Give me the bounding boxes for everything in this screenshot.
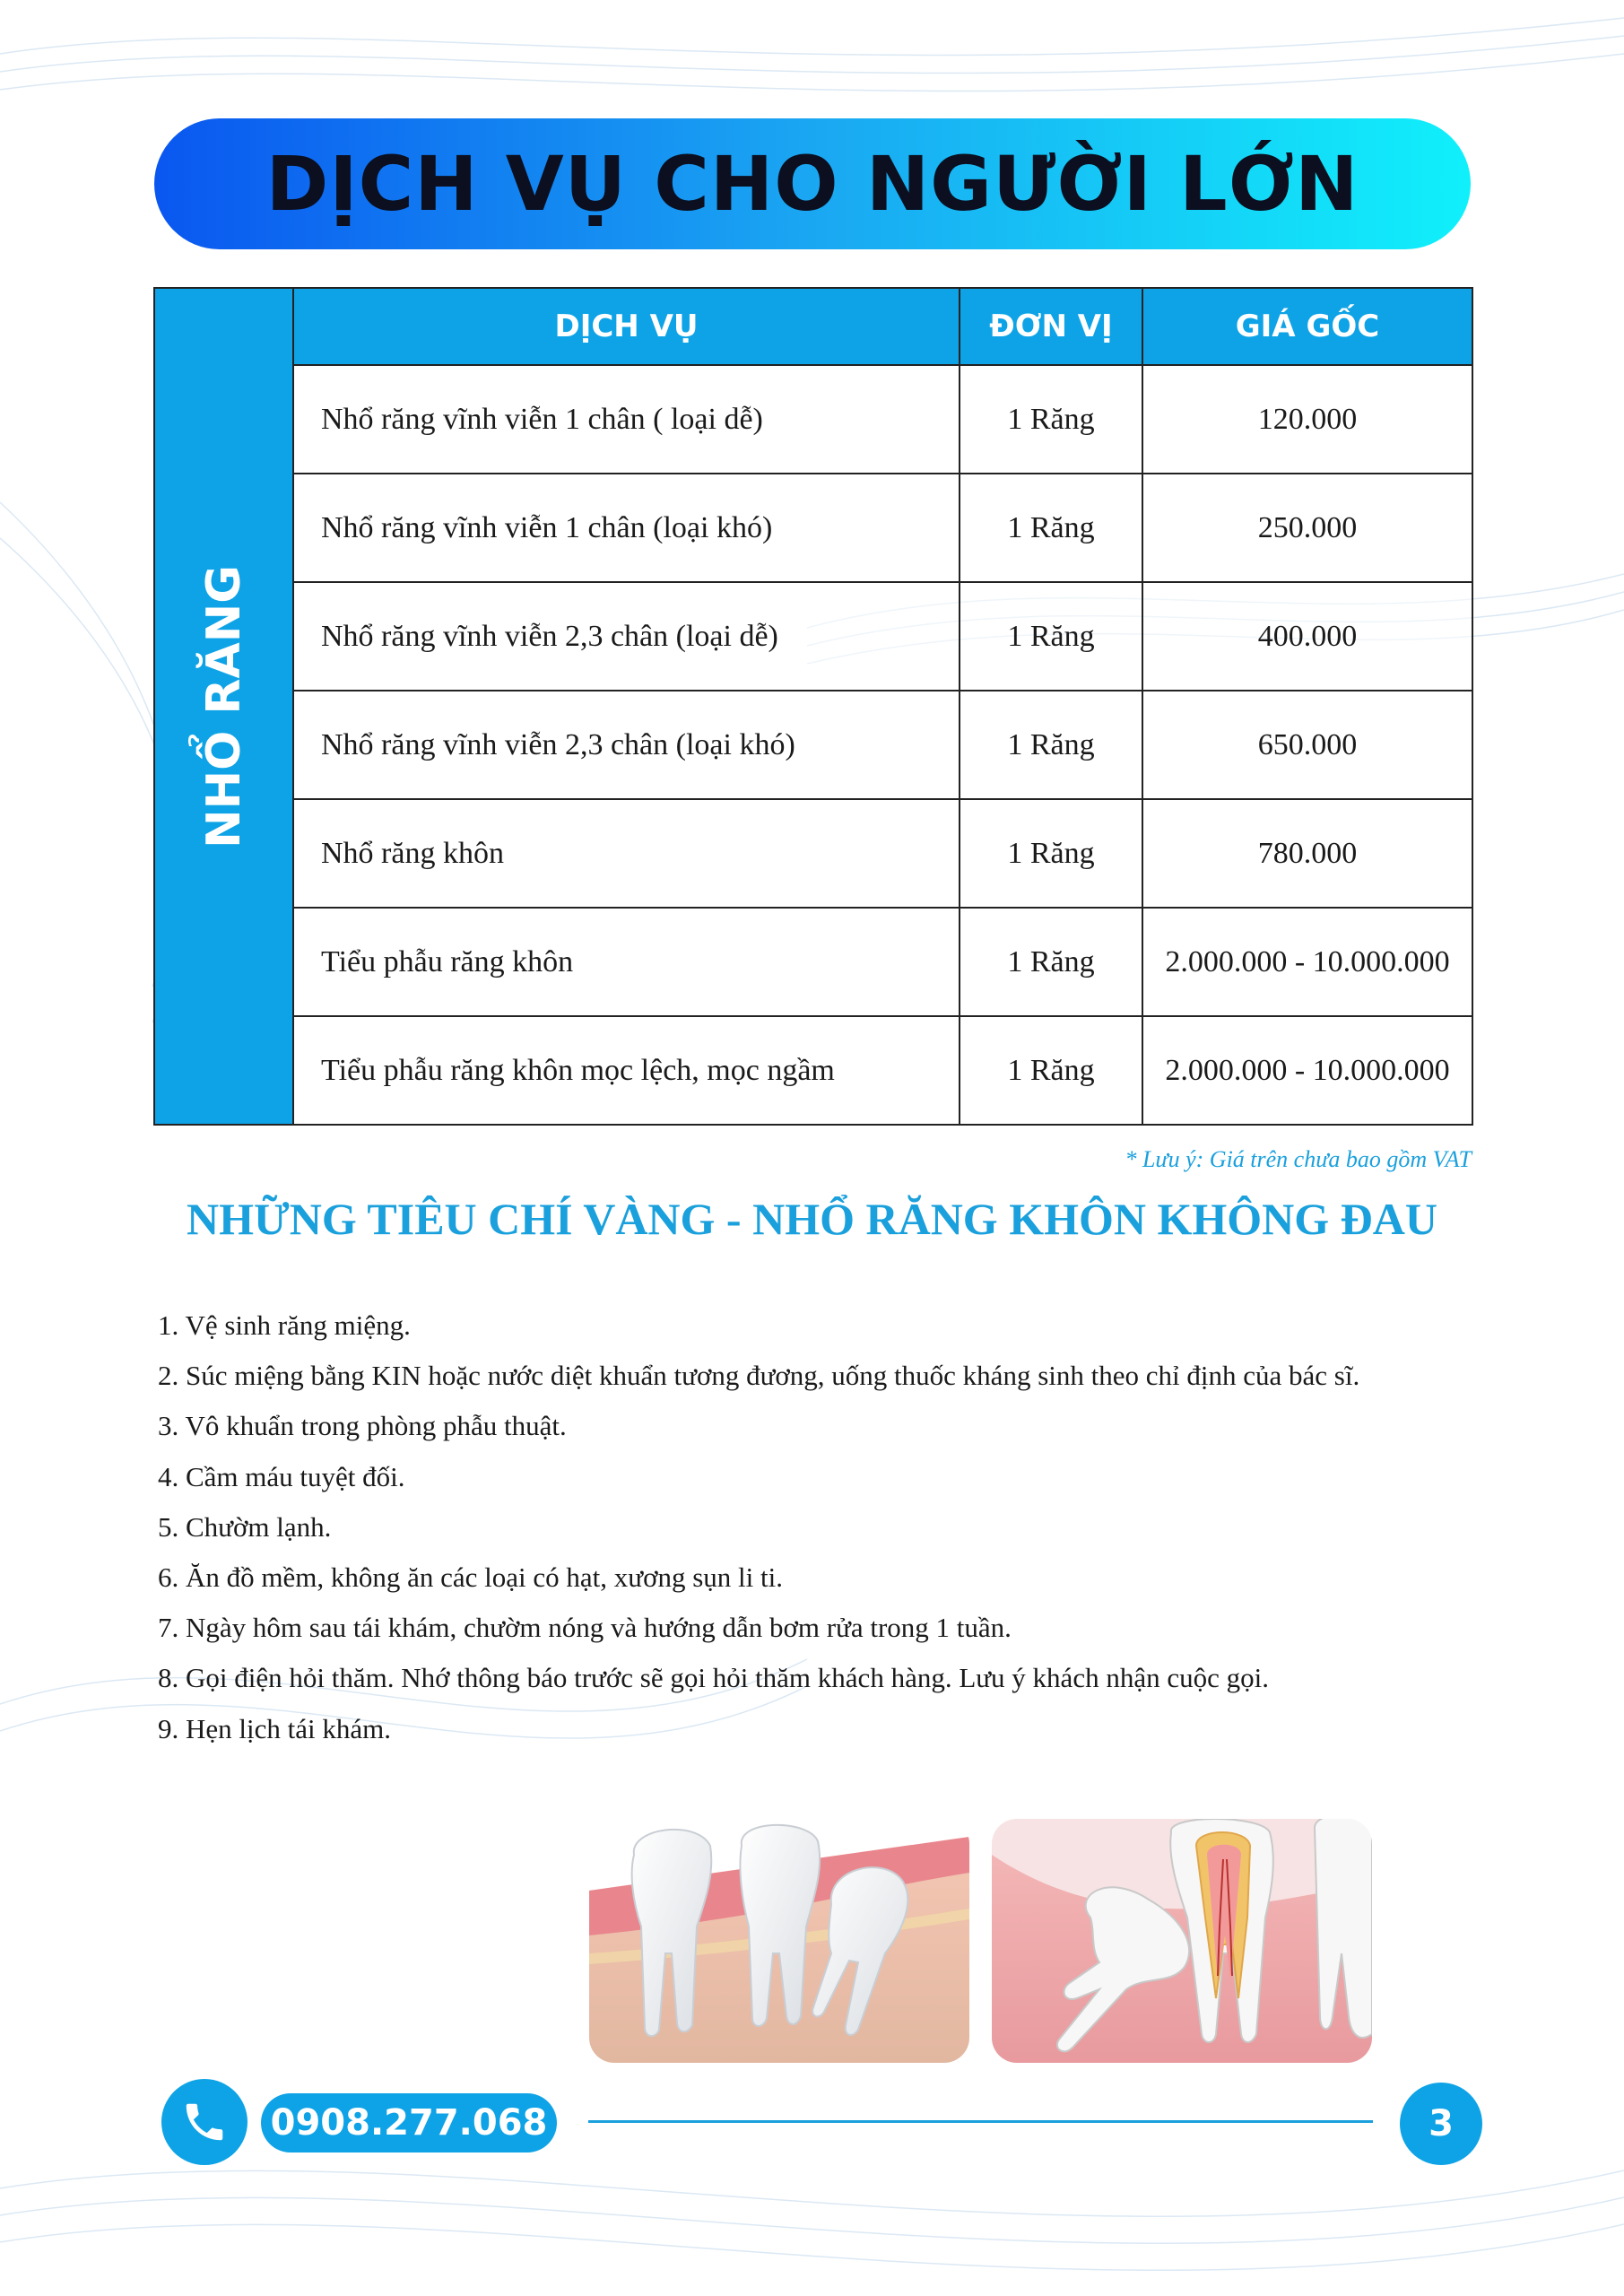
price-cell: 650.000 — [1142, 691, 1472, 799]
footer-divider — [588, 2120, 1373, 2123]
price-cell: 400.000 — [1142, 582, 1472, 691]
unit-cell: 1 Răng — [960, 908, 1142, 1016]
category-side-cell — [154, 288, 293, 1125]
price-table — [153, 287, 1473, 1126]
price-cell: 250.000 — [1142, 474, 1472, 582]
service-cell: Nhổ răng vĩnh viễn 2,3 chân (loại khó) — [293, 691, 960, 799]
phone-button[interactable] — [161, 2079, 248, 2165]
list-item: 1. Vệ sinh răng miệng. — [158, 1309, 411, 1341]
service-cell: Nhổ răng vĩnh viễn 1 chân (loại khó) — [293, 474, 960, 582]
table-row — [154, 908, 1472, 1016]
header-service: DỊCH VỤ — [293, 288, 960, 365]
price-cell: 120.000 — [1142, 365, 1472, 474]
unit-cell: 1 Răng — [960, 1016, 1142, 1125]
table-row — [154, 474, 1472, 582]
price-cell: 2.000.000 - 10.000.000 — [1142, 908, 1472, 1016]
title-banner — [154, 118, 1471, 249]
service-cell: Nhổ răng khôn — [293, 799, 960, 908]
table-row — [154, 691, 1472, 799]
page-title: DỊCH VỤ CHO NGƯỜI LỚN — [265, 140, 1359, 228]
header-unit: ĐƠN VỊ — [960, 288, 1142, 365]
list-item: 5. Chườm lạnh. — [158, 1510, 332, 1543]
vat-note: * Lưu ý: Giá trên chưa bao gồm VAT — [1125, 1146, 1472, 1172]
category-label: NHỔ RĂNG — [196, 564, 251, 848]
criteria-list — [158, 1300, 1359, 1754]
table-row — [154, 365, 1472, 474]
phone-number[interactable]: 0908.277.068 — [261, 2093, 557, 2152]
molars-illustration — [589, 1819, 969, 2063]
list-item: 2. Súc miệng bằng KIN hoặc nước diệt khuẩn tương đương, uống thuốc kháng sinh theo chỉ định của bác sĩ. — [158, 1360, 1360, 1392]
table-row — [154, 799, 1472, 908]
list-item: 4. Cầm máu tuyệt đối. — [158, 1460, 405, 1492]
price-cell: 780.000 — [1142, 799, 1472, 908]
section-title: NHỮNG TIÊU CHÍ VÀNG - NHỔ RĂNG KHÔN KHÔNG ĐAU — [187, 1194, 1437, 1244]
unit-cell: 1 Răng — [960, 365, 1142, 474]
list-item: 6. Ăn đồ mềm, không ăn các loại có hạt, xương sụn li ti. — [158, 1561, 783, 1593]
list-item: 7. Ngày hôm sau tái khám, chườm nóng và hướng dẫn bơm rửa trong 1 tuần. — [158, 1612, 1012, 1644]
table-row — [154, 1016, 1472, 1125]
table-row — [154, 582, 1472, 691]
unit-cell: 1 Răng — [960, 474, 1142, 582]
page-number: 3 — [1400, 2083, 1482, 2165]
impacted-tooth-illustration — [992, 1819, 1372, 2063]
table-header-row — [154, 288, 1472, 365]
list-item: 8. Gọi điện hỏi thăm. Nhớ thông báo trước sẽ gọi hỏi thăm khách hàng. Lưu ý khách nhận cuộc gọi. — [158, 1662, 1269, 1694]
phone-icon — [180, 2098, 229, 2146]
unit-cell: 1 Răng — [960, 799, 1142, 908]
unit-cell: 1 Răng — [960, 691, 1142, 799]
unit-cell: 1 Răng — [960, 582, 1142, 691]
service-cell: Tiểu phẫu răng khôn — [293, 908, 960, 1016]
service-cell: Nhổ răng vĩnh viễn 1 chân ( loại dễ) — [293, 365, 960, 474]
list-item: 9. Hẹn lịch tái khám. — [158, 1712, 391, 1744]
price-cell: 2.000.000 - 10.000.000 — [1142, 1016, 1472, 1125]
list-item: 3. Vô khuẩn trong phòng phẫu thuật. — [158, 1410, 567, 1442]
service-cell: Tiểu phẫu răng khôn mọc lệch, mọc ngầm — [293, 1016, 960, 1125]
header-price: GIÁ GỐC — [1142, 288, 1472, 365]
service-cell: Nhổ răng vĩnh viễn 2,3 chân (loại dễ) — [293, 582, 960, 691]
